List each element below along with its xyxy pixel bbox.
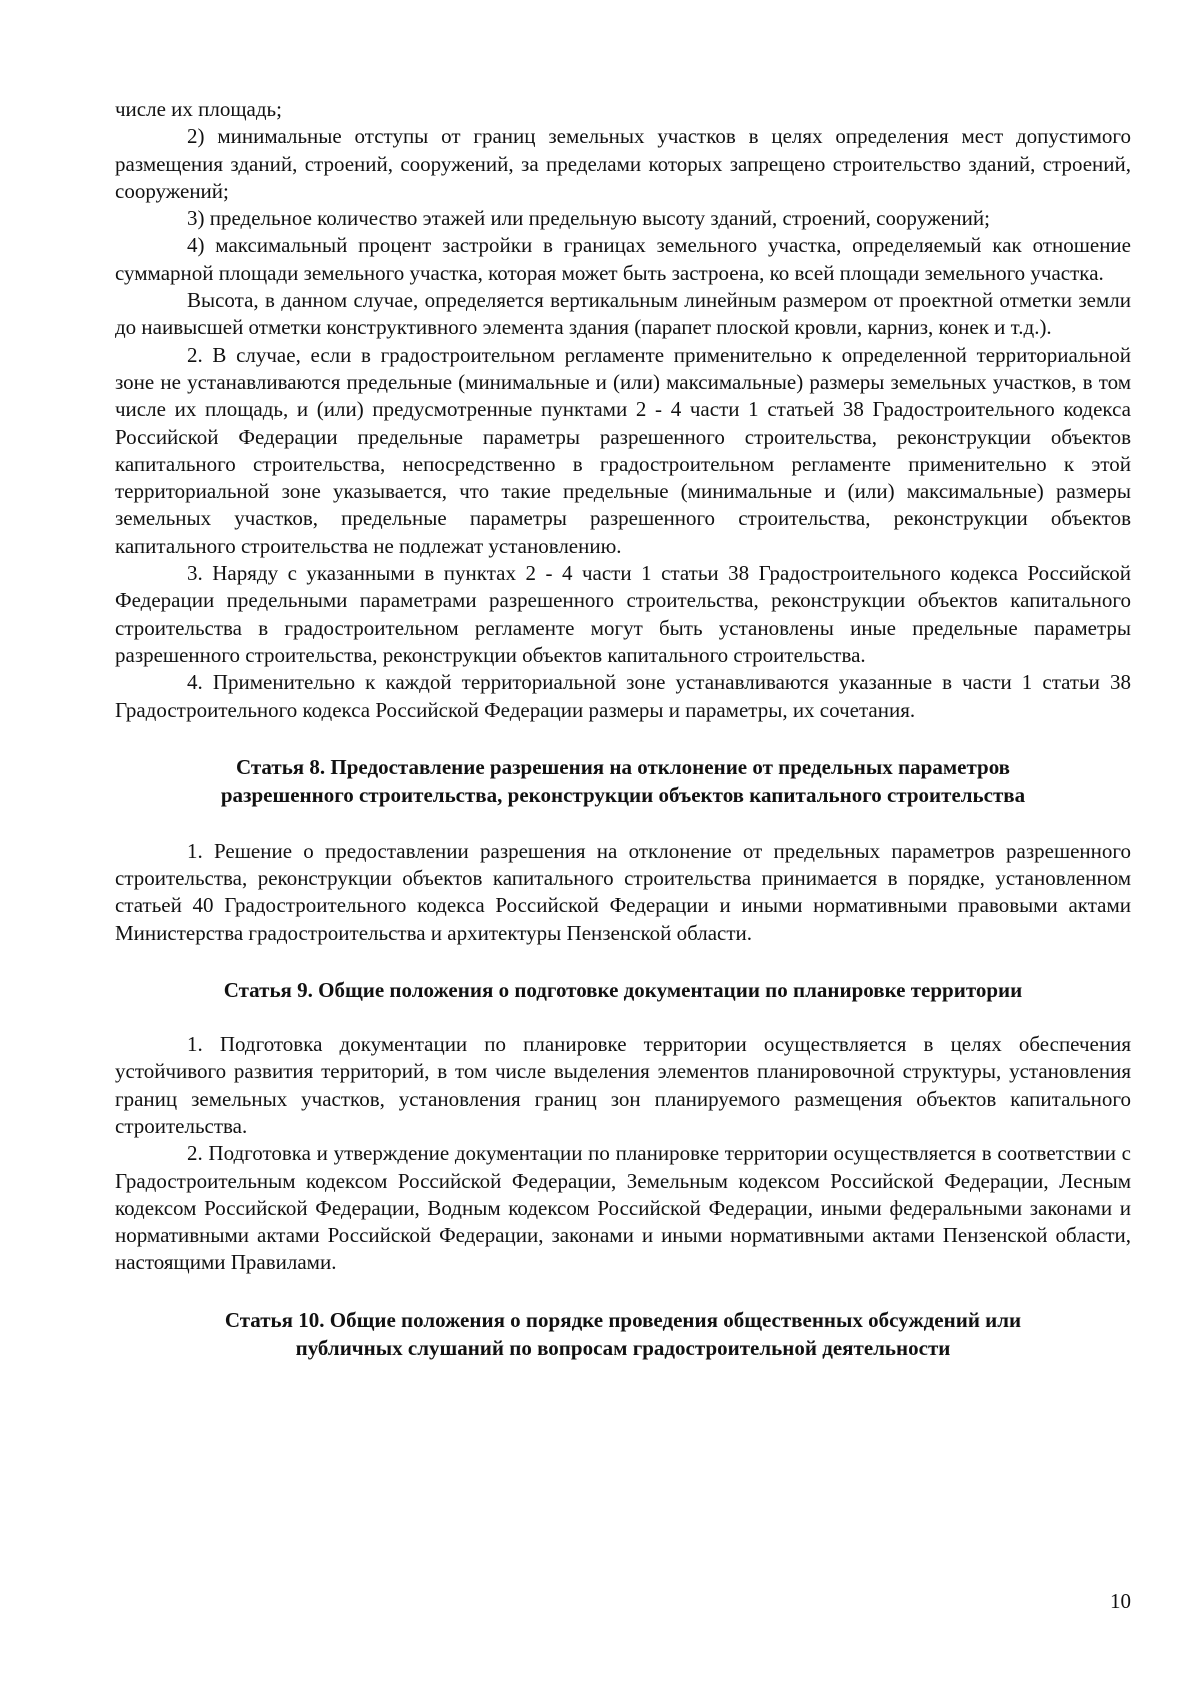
article-8-body [115, 838, 1131, 947]
paragraph: 2. Подготовка и утверждение документации по планировке территории осуществляется в соответствии с Градостроительным кодексом Российской Федерации, Земельным кодексом Российской Федерации, Лесным кодексом Российской Федерации, Водным кодексом Российской Федерации, иными федеральными законами и нормативными актами Российской Федерации, законами и иными нормативными актами Пензенской области, настоящими Правилами. [115, 1141, 1131, 1275]
paragraph: 1. Решение о предоставлении разрешения на отклонение от предельных параметров разрешенного строительства, реконструкции объектов капитального строительства принимается в порядке, установленном статьей 40 Градостроительного кодекса Российской Федерации и иными нормативными правовыми актами Министерства градостроительства и архитектуры Пензенской области. [115, 838, 1131, 945]
paragraph: 2. В случае, если в градостроительном регламенте применительно к определенной территориальной зоне не устанавливаются предельные (минимальные и (или) максимальные) размеры земельных участков, в том числе их площадь, и (или) предусмотренные пунктами 2 - 4 части 1 статьей 38 Градостроительного кодекса Российской Федерации предельные параметры разрешенного строительства, реконструкции объектов капитального строительства, непосредственно в градостроительном регламенте применительно к этой территориальной зоне указывается, что такие предельные (минимальные и (или) максимальные) размеры земельных участков, предельные параметры разрешенного строительства, реконструкции объектов капитального строительства не подлежат установлению. [115, 342, 1131, 558]
heading-line: Статья 10. Общие положения о порядке проведения общественных обсуждений или [224, 1307, 1022, 1332]
page-number: 10 [1110, 1589, 1131, 1613]
paragraph: 3) предельное количество этажей или предельную высоту зданий, строений, сооружений; [187, 206, 990, 231]
heading-line: публичных слушаний по вопросам градостроительной деятельности [295, 1335, 951, 1360]
article-10-heading [115, 1306, 1131, 1362]
paragraph: 1. Подготовка документации по планировке территории осуществляется в целях обеспечения устойчивого развития территорий, в том числе выделения элементов планировочной структуры, установления границ земельных участков, установления границ зон планируемого размещения объектов капитального строительства. [115, 1032, 1131, 1138]
article-8-heading [115, 753, 1131, 809]
paragraph: 2) минимальные отступы от границ земельных участков в целях определения мест допустимого размещения зданий, строений, сооружений, за пределами которых запрещено строительство зданий, строений, сооружений; [115, 124, 1131, 203]
document-page [115, 96, 1131, 1362]
heading-line: разрешенного строительства, реконструкции объектов капитального строительства [220, 782, 1026, 807]
article-9-heading [115, 976, 1131, 1004]
paragraph: 3. Наряду с указанными в пунктах 2 - 4 части 1 статьи 38 Градостроительного кодекса Российской Федерации предельными параметрами разрешенного строительства, реконструкции объектов капитального строительства в градостроительном регламенте могут быть установлены иные предельные параметры разрешенного строительства, реконструкции объектов капитального строительства. [115, 561, 1131, 667]
paragraph: числе их площадь; [115, 97, 282, 121]
paragraph: Высота, в данном случае, определяется вертикальным линейным размером от проектной отметки земли до наивысшей отметки конструктивного элемента здания (парапет плоской кровли, карниз, конек и т.д.). [115, 288, 1131, 340]
heading-line: Статья 9. Общие положения о подготовке документации по планировке территории [223, 978, 1023, 1003]
article-9-body [115, 1031, 1131, 1277]
heading-line: Статья 8. Предоставление разрешения на отклонение от предельных параметров [235, 754, 1011, 779]
paragraph: 4. Применительно к каждой территориальной зоне устанавливаются указанные в части 1 статьи 38 Градостроительного кодекса Российской Федерации размеры и параметры, их сочетания. [115, 670, 1131, 722]
paragraph: 4) максимальный процент застройки в границах земельного участка, определяемый как отношение суммарной площади земельного участка, которая может быть застроена, ко всей площади земельного участка. [115, 233, 1131, 285]
intro-section [115, 96, 1131, 724]
